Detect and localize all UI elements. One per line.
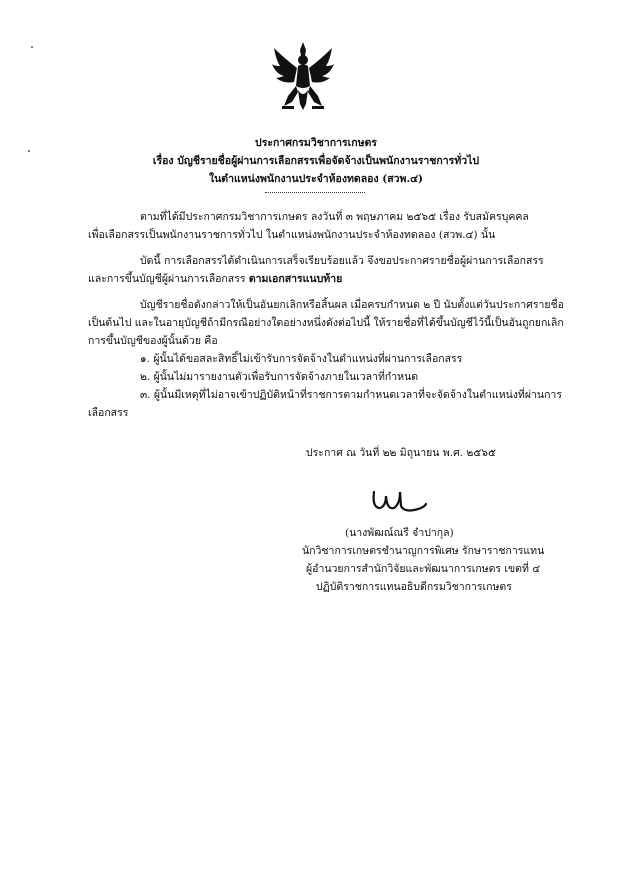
paragraph-2-text: และการขึ้นบัญชีผู้ผ่านการเลือกสรร bbox=[88, 273, 246, 285]
garuda-emblem bbox=[270, 40, 336, 112]
attachment-reference: ตามเอกสารแนบท้าย bbox=[248, 273, 343, 285]
paragraph-3-line-1: บัญชีรายชื่อดังกล่าวให้เป็นอันยกเลิกหรือสิ้นผล เมื่อครบกำหนด ๒ ปี นับตั้งแต่วันประกาศรายชื่อ bbox=[140, 299, 564, 311]
list-item-1: ๑. ผู้นั้นได้ขอสละสิทธิ์ไม่เข้ารับการจัดจ้างในตำแหน่งที่ผ่านการเลือกสรร bbox=[140, 353, 463, 365]
paragraph-1-line-2: เพื่อเลือกสรรเป็นพนักงานราชการทั่วไป ในตำแหน่งพนักงานประจำห้องทดลอง (สวพ.๔) นั้น bbox=[88, 229, 496, 241]
title-divider bbox=[265, 192, 365, 193]
document-subject-position: ในตำแหน่งพนักงานประจำห้องทดลอง (สวพ.๔) bbox=[208, 173, 424, 185]
handwritten-signature bbox=[370, 486, 430, 516]
signatory-name: (นางพัฒณ์ณรี จำปากุล) bbox=[345, 527, 454, 539]
signatory-position-3: ปฏิบัติราชการแทนอธิบดีกรมวิชาการเกษตร bbox=[316, 581, 512, 593]
list-item-3: ๓. ผู้นั้นมีเหตุที่ไม่อาจเข้าปฏิบัติหน้าที่ราชการตามกำหนดเวลาที่จะจัดจ้างในตำแหน่งที่ผ่านการ bbox=[140, 389, 562, 401]
paragraph-3-line-2: เป็นต้นไป และในอายุบัญชีถ้ามีกรณีอย่างใดอย่างหนึ่งดังต่อไปนี้ ให้รายชื่อที่ได้ขึ้นบัญชีไว้นี้เป็นอันถูกยกเลิก bbox=[88, 317, 564, 329]
list-item-3-continued: เลือกสรร bbox=[88, 407, 129, 419]
paragraph-1-line-1: ตามที่ได้มีประกาศกรมวิชาการเกษตร ลงวันที่ ๓ พฤษภาคม ๒๕๖๕ เรื่อง รับสมัครบุคคล bbox=[140, 211, 529, 223]
document-title: ประกาศกรมวิชาการเกษตร bbox=[255, 137, 377, 149]
scan-speck bbox=[28, 150, 30, 152]
announcement-date: ประกาศ ณ วันที่ ๒๒ มิถุนายน พ.ศ. ๒๕๖๕ bbox=[306, 447, 496, 459]
scan-speck bbox=[31, 46, 33, 48]
signatory-position-1: นักวิชาการเกษตรชำนาญการพิเศษ รักษาราชการแทน bbox=[302, 545, 545, 557]
document-subject: เรื่อง บัญชีรายชื่อผู้ผ่านการเลือกสรรเพื่อจัดจ้างเป็นพนักงานราชการทั่วไป bbox=[152, 155, 480, 167]
paragraph-2-line-2 bbox=[88, 272, 342, 286]
paragraph-2-line-1: บัดนี้ การเลือกสรรได้ดำเนินการเสร็จเรียบร้อยแล้ว จึงขอประกาศรายชื่อผู้ผ่านการเลือกสรร bbox=[140, 255, 544, 267]
signatory-position-2: ผู้อำนวยการสำนักวิจัยและพัฒนาการเกษตร เขตที่ ๔ bbox=[306, 563, 541, 575]
list-item-2: ๒. ผู้นั้นไม่มารายงานตัวเพื่อรับการจัดจ้างภายในเวลาที่กำหนด bbox=[140, 371, 419, 383]
paragraph-3-line-3: การขึ้นบัญชีของผู้นั้นด้วย คือ bbox=[88, 335, 218, 347]
